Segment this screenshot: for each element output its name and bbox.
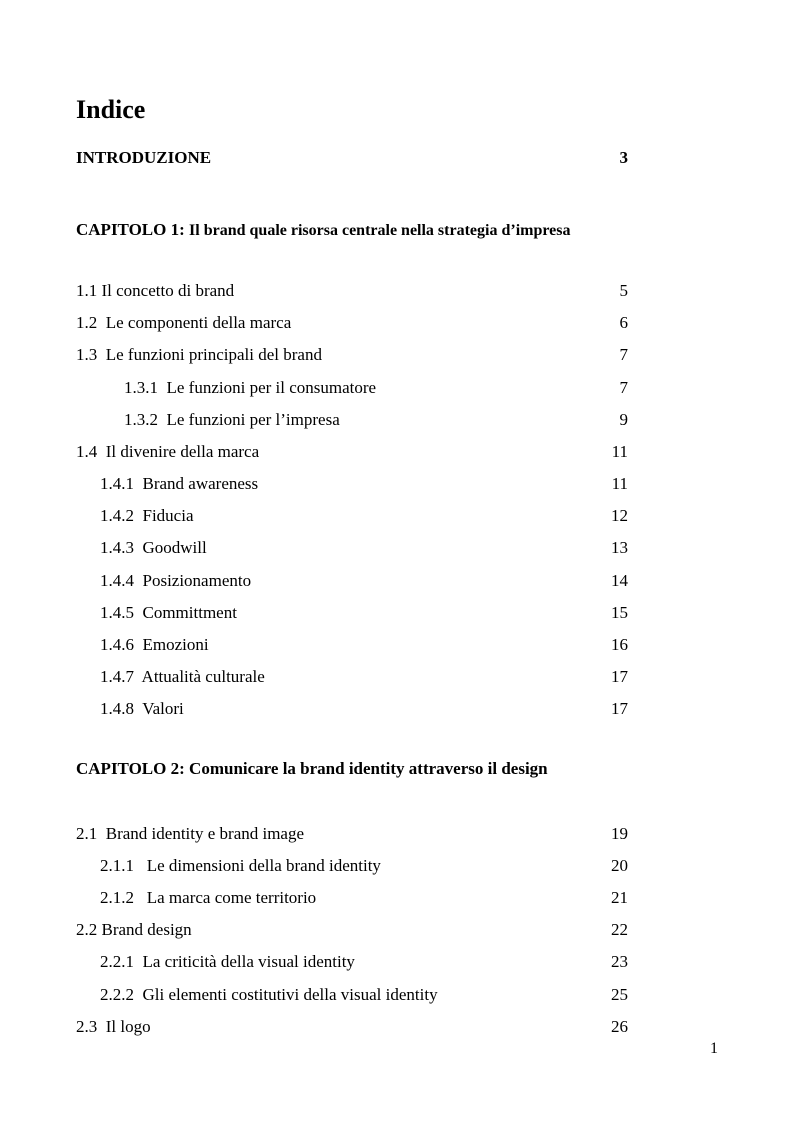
toc-entry-label: 1.4.3 Goodwill bbox=[100, 538, 207, 557]
chapter-prefix: CAPITOLO 1: bbox=[76, 220, 185, 239]
toc-entry-page: 17 bbox=[611, 699, 628, 718]
toc-entry-introduction bbox=[0, 146, 794, 170]
toc-subentry bbox=[0, 376, 794, 400]
chapter-1-heading bbox=[76, 218, 571, 243]
toc-entry-page: 6 bbox=[619, 313, 628, 332]
toc-entry-label: INTRODUZIONE bbox=[76, 148, 212, 167]
toc-entry bbox=[0, 918, 794, 942]
toc-entry-page: 16 bbox=[611, 635, 628, 654]
toc-entry-label: 1.4.1 Brand awareness bbox=[100, 474, 259, 493]
toc-entry-label: 1.4.7 Attualità culturale bbox=[100, 667, 265, 686]
toc-entry bbox=[0, 1015, 794, 1039]
toc-entry-label: 2.2.2 Gli elementi costitutivi della visual identity bbox=[100, 985, 438, 1004]
toc-entry-page: 21 bbox=[611, 888, 628, 907]
toc-entry-page: 7 bbox=[619, 345, 628, 364]
toc-entry bbox=[0, 279, 794, 303]
toc-subentry bbox=[0, 886, 794, 910]
toc-entry bbox=[0, 440, 794, 464]
toc-subentry bbox=[0, 697, 794, 721]
toc-entry-label: 2.1.2 La marca come territorio bbox=[100, 888, 317, 907]
toc-entry-label: 1.2 Le componenti della marca bbox=[76, 313, 292, 332]
toc-entry-label: 1.4.6 Emozioni bbox=[100, 635, 209, 654]
toc-entry-page: 19 bbox=[611, 824, 628, 843]
toc-entry-page: 7 bbox=[619, 378, 628, 397]
toc-subentry bbox=[0, 569, 794, 593]
toc-subentry bbox=[0, 983, 794, 1007]
chapter-prefix: CAPITOLO 2: bbox=[76, 759, 185, 778]
toc-entry-page: 12 bbox=[611, 506, 628, 525]
toc-entry-label: 1.3.2 Le funzioni per l’impresa bbox=[124, 410, 340, 429]
toc-subentry bbox=[0, 950, 794, 974]
toc-entry-page: 9 bbox=[619, 410, 628, 429]
toc-subentry bbox=[0, 854, 794, 878]
chapter-title: Il brand quale risorsa centrale nella strategia d’impresa bbox=[189, 222, 571, 239]
toc-subentry bbox=[0, 504, 794, 528]
toc-entry-page: 5 bbox=[619, 281, 628, 300]
page-title: Indice bbox=[76, 95, 146, 124]
toc-entry-label: 1.4.2 Fiducia bbox=[100, 506, 194, 525]
toc-entry-page: 20 bbox=[611, 856, 628, 875]
toc-subentry bbox=[0, 665, 794, 689]
toc-subentry bbox=[0, 472, 794, 496]
chapter-2-heading bbox=[76, 757, 548, 781]
toc-entry-label: 2.2.1 La criticità della visual identity bbox=[100, 952, 355, 971]
toc-entry-page: 25 bbox=[611, 985, 628, 1004]
toc-entry-label: 2.2 Brand design bbox=[76, 920, 192, 939]
toc-entry-page: 26 bbox=[611, 1017, 628, 1036]
toc-entry-page: 13 bbox=[611, 538, 628, 557]
toc-entry-label: 1.4.5 Committment bbox=[100, 603, 237, 622]
toc-entry-page: 11 bbox=[611, 442, 628, 461]
toc-entry-label: 2.3 Il logo bbox=[76, 1017, 151, 1036]
toc-entry-page: 15 bbox=[611, 603, 628, 622]
toc-subentry bbox=[0, 408, 794, 432]
toc-entry-label: 1.4 Il divenire della marca bbox=[76, 442, 260, 461]
toc-entry-label: 1.4.4 Posizionamento bbox=[100, 571, 252, 590]
toc-entry-page: 14 bbox=[611, 571, 628, 590]
toc-entry-label: 1.4.8 Valori bbox=[100, 699, 184, 718]
toc-entry bbox=[0, 822, 794, 846]
toc-entry-label: 1.1 Il concetto di brand bbox=[76, 281, 235, 300]
toc-subentry bbox=[0, 536, 794, 560]
toc-entry-label: 2.1 Brand identity e brand image bbox=[76, 824, 305, 843]
toc-subentry bbox=[0, 633, 794, 657]
toc-entry-page: 22 bbox=[611, 920, 628, 939]
toc-entry-label: 2.1.1 Le dimensioni della brand identity bbox=[100, 856, 381, 875]
chapter-title: Comunicare la brand identity attraverso il design bbox=[189, 759, 548, 778]
toc-subentry bbox=[0, 601, 794, 625]
toc-entry-page: 23 bbox=[611, 952, 628, 971]
toc-entry-page: 11 bbox=[611, 474, 628, 493]
toc-entry bbox=[0, 343, 794, 367]
toc-entry-page: 3 bbox=[619, 148, 628, 167]
page-number: 1 bbox=[710, 1040, 718, 1057]
toc-entry-page: 17 bbox=[611, 667, 628, 686]
toc-entry-label: 1.3 Le funzioni principali del brand bbox=[76, 345, 322, 364]
toc-entry-label: 1.3.1 Le funzioni per il consumatore bbox=[124, 378, 377, 397]
toc-entry bbox=[0, 311, 794, 335]
